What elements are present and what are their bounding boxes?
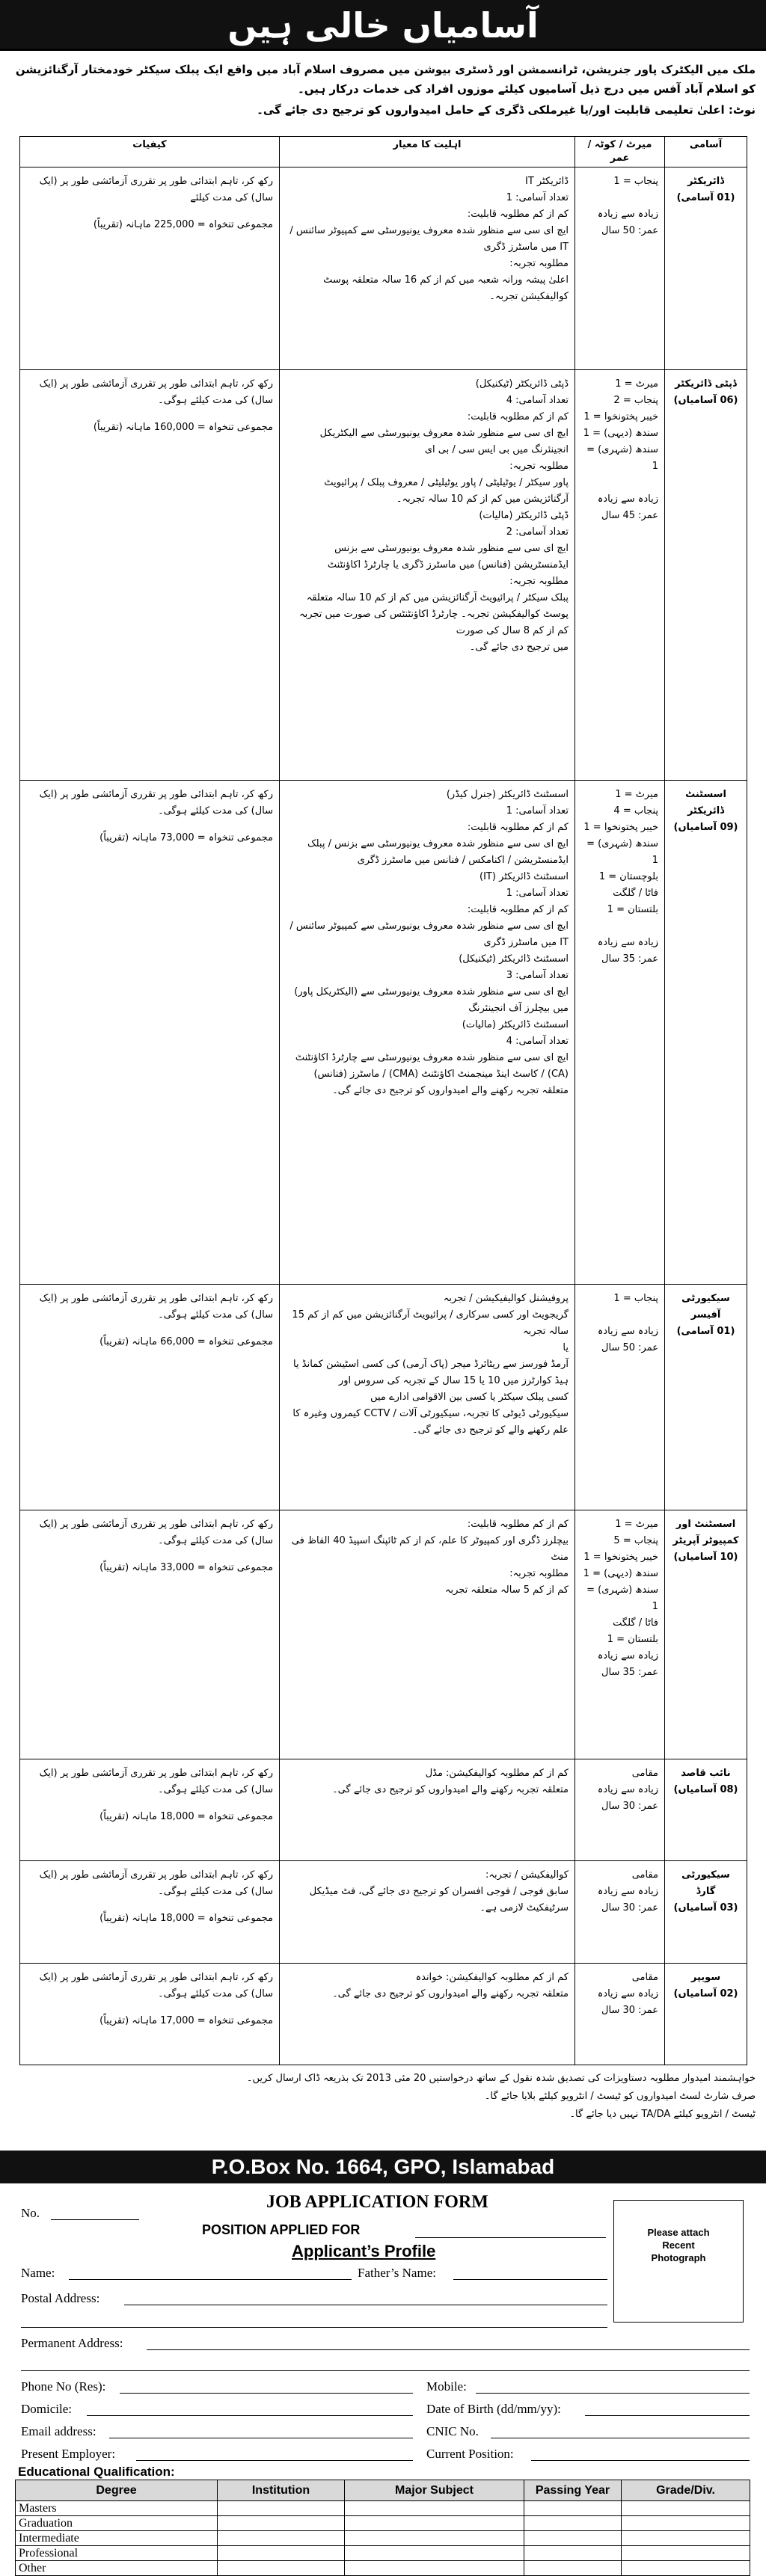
qualification-text: سرٹیفکیٹ لازمی ہے۔: [479, 1902, 569, 1914]
vacancy-row: [20, 167, 747, 370]
salary-text: مجموعی تنخواہ = 33,000 ماہانہ (تقریباً): [99, 1562, 273, 1574]
qualification-text: کم از کم مطلوبہ قابلیت:: [467, 411, 569, 423]
post-text: سویپر: [690, 1971, 721, 1983]
dob-label: Date of Birth (dd/mm/yy):: [426, 2402, 561, 2416]
qualification-text: یا: [563, 1342, 569, 1354]
qualification-text: پروفیشنل کوالیفیکیشن / تجربہ: [443, 1293, 569, 1305]
post-text: سیکیورٹی گارڈ: [681, 1869, 730, 1898]
profile-heading: Applicant’s Profile: [292, 2242, 436, 2260]
edu-input-cell[interactable]: [622, 2516, 750, 2531]
edu-input-cell[interactable]: [622, 2561, 750, 2576]
quota-text: مقامی: [631, 1971, 658, 1983]
vacancy-table-wrap: [19, 136, 747, 2065]
name-field[interactable]: [69, 2279, 352, 2280]
post-cell: [665, 167, 747, 370]
post-text: (01 آسامی): [676, 192, 735, 203]
qualification-text: کسی پبلک سیکٹر یا کسی بین الاقوامی ادارے میں: [370, 1392, 569, 1404]
edu-input-cell[interactable]: [524, 2501, 622, 2516]
vacancy-row: [20, 370, 747, 781]
qualification-text: کم از کم مطلوبہ قابلیت:: [467, 822, 569, 834]
vacancy-table: [19, 136, 747, 2065]
quota-text: پنجاب = 5: [613, 1535, 658, 1547]
edu-input-cell[interactable]: [622, 2531, 750, 2546]
footnote: ٹیسٹ / انٹرویو کیلئے TA/DA نہیں دیا جائے گا۔: [569, 2109, 756, 2120]
present-employer-field[interactable]: [136, 2460, 413, 2461]
post-text: اسسٹنٹ ڈائریکٹر: [685, 789, 726, 817]
qualification-text: تعداد آسامی: 4: [506, 1036, 569, 1048]
remarks-text: رکھ کر، تاہم ابتدائی طور پر تقرری آزمائشی طور پر (ایک سال) کی مدت کیلئے ہوگی۔: [39, 1869, 273, 1898]
qualification-text: کم از کم مطلوبہ قابلیت:: [467, 904, 569, 916]
fathers-name-label: Father’s Name:: [358, 2266, 436, 2280]
quota-text: زیادہ سے زیادہ عمر: 50 سال: [597, 1326, 658, 1354]
qualification-text: سابق فوجی / فوجی افسران کو ترجیح دی جائے گی، فٹ میڈیکل: [309, 1886, 569, 1898]
qualification-text: مطلوبہ تجربہ:: [509, 1568, 569, 1580]
edu-input-cell[interactable]: [345, 2531, 524, 2546]
remarks-text: رکھ کر، تاہم ابتدائی طور پر تقرری آزمائشی طور پر (ایک سال) کی مدت کیلئے ہوگی۔: [39, 789, 273, 817]
domicile-field[interactable]: [87, 2415, 413, 2416]
name-label: Name:: [21, 2266, 55, 2280]
qualification-text: اسسٹنٹ ڈائریکٹر (مالیات): [462, 1019, 569, 1031]
qualification-text: تعداد آسامی: 1: [506, 888, 569, 900]
edu-degree-cell: Masters: [16, 2501, 218, 2516]
qualification-cell: [280, 370, 575, 781]
qualification-text: بیچلرز ڈگری اور کمپیوٹر کا علم، کم از کم ٹائپنگ اسپیڈ 40 الفاظ فی منٹ: [291, 1535, 569, 1564]
position-label: POSITION APPLIED FOR: [202, 2222, 361, 2237]
remarks-cell: [20, 781, 280, 1285]
quota-cell: [575, 1285, 665, 1510]
edu-degree-cell: Graduation: [16, 2516, 218, 2531]
remarks-cell: [20, 1861, 280, 1963]
qualification-text: تعداد آسامی: 4: [506, 395, 569, 407]
quota-text: سندھ (شہری) = 1: [586, 444, 658, 473]
remarks-text: رکھ کر، تاہم ابتدائی طور پر تقرری آزمائشی طور پر (ایک سال) کی مدت کیلئے: [39, 176, 273, 203]
vacancy-row: [20, 1861, 747, 1963]
edu-input-cell[interactable]: [622, 2501, 750, 2516]
post-text: نائب قاصد: [681, 1768, 731, 1780]
qualification-text: گریجویٹ اور کسی سرکاری / پرائیویٹ آرگنائزیشن میں کم از کم 15 سالہ تجربہ: [292, 1309, 569, 1338]
remarks-cell: [20, 167, 280, 370]
intro-note: نوٹ: اعلیٰ تعلیمی قابلیت اور/یا غیرملکی ڈگری کے حامل امیدواروں کو ترجیح دی جائے گی۔: [257, 103, 756, 117]
quota-text: زیادہ سے زیادہ عمر: 30 سال: [597, 1886, 658, 1914]
edu-body: [16, 2501, 750, 2576]
quota-cell: [575, 167, 665, 370]
remarks-cell: [20, 1963, 280, 2065]
remarks-text: رکھ کر، تاہم ابتدائی طور پر تقرری آزمائشی طور پر (ایک سال) کی مدت کیلئے ہوگی۔: [39, 1971, 273, 1999]
application-form: [0, 2186, 766, 2521]
post-text: اسسٹنٹ اور کمپیوٹر آپریٹر: [672, 1519, 739, 1547]
vacancy-row: [20, 1759, 747, 1861]
quota-text: فاٹا / گلگت بلتستان = 1: [607, 1617, 658, 1646]
qualification-text: کم از کم مطلوبہ کوالیفکیشن: مڈل: [425, 1768, 569, 1780]
edu-input-cell[interactable]: [524, 2531, 622, 2546]
qualification-text: ایچ ای سی سے منظور شدہ معروف یونیورسٹی سے الیکٹریکل انجینئرنگ میں بی ایس سی / بی ای: [319, 428, 569, 456]
edu-row: [16, 2516, 750, 2531]
form-title: JOB APPLICATION FORM: [266, 2192, 488, 2212]
qualification-cell: [280, 1285, 575, 1510]
quota-text: میرٹ = 1: [615, 789, 658, 801]
qualification-text: تعداد آسامی: 1: [506, 192, 569, 203]
qualification-text: کوالیفکیشن / تجربہ:: [485, 1869, 569, 1881]
phone-label: Phone No (Res):: [21, 2379, 106, 2394]
quota-text: مقامی: [631, 1869, 658, 1881]
edu-input-cell[interactable]: [345, 2516, 524, 2531]
footnote: خواہشمند امیدوار مطلوبہ دستاویزات کی تصدیق شدہ نقول کے ساتھ درخواستیں 20 مئی 2013 تک بذریعہ ڈاک ارسال کریں۔: [246, 2073, 756, 2084]
quota-text: [581, 475, 658, 491]
position-field[interactable]: [415, 2237, 606, 2238]
no-field[interactable]: [51, 2219, 139, 2220]
vacancy-row: [20, 1510, 747, 1759]
mobile-label: Mobile:: [426, 2379, 467, 2394]
qualification-text: ایچ ای سی سے منظور شدہ معروف یونیورسٹی سے چارٹرڈ اکاؤنٹنٹ (CA) / کاسٹ اینڈ مینجمنٹ اکاؤنٹنٹ (CMA) / ماسٹرز (فنانس): [295, 1052, 569, 1080]
edu-input-cell[interactable]: [524, 2516, 622, 2531]
vacancy-body: [20, 167, 747, 2065]
email-label: Email address:: [21, 2424, 96, 2438]
edu-row: [16, 2546, 750, 2561]
vacancy-row: [20, 1285, 747, 1510]
qualification-text: ایچ ای سی سے منظور شدہ معروف یونیورسٹی سے (الیکٹریکل پاور) میں بیچلرز آف انجینئرنگ: [294, 986, 569, 1015]
qualification-text: پبلک سیکٹر / پرائیویٹ آرگنائزیشن میں کم از کم 10 سالہ متعلقہ پوسٹ کوالیفکیشن تجربہ۔ چارٹرڈ اکاؤنٹنٹس کی صورت میں تجربہ کم از کم 8 سال کی صورت: [298, 592, 569, 637]
qualification-text: اسسٹنٹ ڈائریکٹر (IT): [479, 871, 569, 883]
footnote: صرف شارٹ لسٹ امیدواروں کو ٹیسٹ / انٹرویو کیلئے بلایا جائے گا۔: [484, 2091, 756, 2102]
post-text: (09 آسامیاں): [673, 822, 738, 834]
vacancy-row: [20, 781, 747, 1285]
quota-text: پنجاب = 2: [613, 395, 658, 407]
qualification-text: کم از کم مطلوبہ قابلیت:: [467, 209, 569, 220]
qualification-text: کم از کم مطلوبہ قابلیت:: [467, 1519, 569, 1531]
edu-input-cell[interactable]: [524, 2546, 622, 2561]
edu-input-cell[interactable]: [218, 2561, 345, 2576]
post-cell: [665, 781, 747, 1285]
quota-text: میرٹ = 1: [615, 378, 658, 390]
salary-text: مجموعی تنخواہ = 225,000 ماہانہ (تقریباً): [93, 219, 273, 230]
present-employer-label: Present Employer:: [21, 2447, 116, 2461]
post-text: (06 آسامیاں): [673, 395, 738, 407]
edu-heading: Educational Qualification:: [18, 2465, 175, 2479]
qualification-cell: [280, 1861, 575, 1963]
remarks-cell: [20, 1510, 280, 1759]
no-label: No.: [21, 2206, 40, 2220]
salary-text: مجموعی تنخواہ = 18,000 ماہانہ (تقریباً): [99, 1913, 273, 1925]
edu-degree-cell: Intermediate: [16, 2531, 218, 2546]
current-position-field[interactable]: [531, 2460, 750, 2461]
qualification-text: ایچ ای سی سے منظور شدہ معروف یونیورسٹی سے بزنس / پبلک ایڈمنسٹریشن / اکنامکس / فنانس میں ماسٹرز ڈگری: [307, 838, 569, 867]
quota-cell: [575, 1861, 665, 1963]
edu-header-institution: Institution: [218, 2480, 345, 2501]
quota-text: خیبر پختونخوا = 1: [583, 1552, 658, 1564]
quota-text: پنجاب = 1: [613, 1293, 658, 1305]
permanent-address-field-2[interactable]: [21, 2370, 750, 2371]
post-text: ڈپٹی ڈائریکٹر: [675, 378, 737, 390]
qualification-text: ایچ ای سی سے منظور شدہ معروف یونیورسٹی سے بزنس ایڈمنسٹریشن (فنانس) میں ماسٹرز ڈگری یا چارٹرڈ اکاؤنٹنٹ: [327, 543, 569, 571]
edu-row: [16, 2501, 750, 2516]
qualification-text: ڈپٹی ڈائریکٹر (مالیات): [479, 510, 569, 522]
header-remarks: کیفیات: [20, 137, 280, 167]
quota-text: زیادہ سے زیادہ عمر: 45 سال: [597, 494, 658, 522]
qualification-text: مطلوبہ تجربہ:: [509, 461, 569, 473]
qualification-text: ڈائریکٹر IT: [525, 176, 569, 187]
photo-line-1: Please attach: [647, 2227, 710, 2238]
qualification-text: اسسٹنٹ ڈائریکٹر (جنرل کیڈر): [446, 789, 569, 801]
qualification-cell: [280, 1759, 575, 1861]
qualification-text: مطلوبہ تجربہ:: [509, 576, 569, 588]
qualification-text: تعداد آسامی: 2: [506, 526, 569, 538]
qualification-text: ڈپٹی ڈائریکٹر (ٹیکنیکل): [475, 378, 569, 390]
edu-header-row: [16, 2480, 750, 2501]
post-text: ڈائریکٹر: [687, 176, 725, 187]
quota-text: میرٹ = 1: [615, 1519, 658, 1531]
quota-text: زیادہ سے زیادہ عمر: 50 سال: [597, 209, 658, 236]
quota-text: سندھ (شہری) = 1: [586, 1584, 658, 1613]
edu-input-cell[interactable]: [345, 2561, 524, 2576]
quota-text: مقامی: [631, 1768, 658, 1780]
intro: [10, 60, 756, 121]
qualification-text: کم از کم 5 سالہ متعلقہ تجربہ: [444, 1584, 569, 1596]
edu-header-major: Major Subject: [345, 2480, 524, 2501]
qualification-text: ایچ ای سی سے منظور شدہ معروف یونیورسٹی سے کمپیوٹر سائنس / IT میں ماسٹرز ڈگری: [289, 920, 569, 949]
quota-text: سندھ (دیہی) = 1: [583, 428, 658, 440]
salary-text: مجموعی تنخواہ = 18,000 ماہانہ (تقریباً): [99, 1811, 273, 1823]
edu-input-cell[interactable]: [218, 2546, 345, 2561]
remarks-cell: [20, 1759, 280, 1861]
quota-text: خیبر پختونخوا = 1: [583, 411, 658, 423]
header-qualification: اہلیت کا معیار: [280, 137, 575, 167]
post-text: (01 آسامی): [676, 1326, 735, 1338]
vacancy-row: [20, 1963, 747, 2065]
post-text: (08 آسامیاں): [673, 1784, 738, 1796]
salary-text: مجموعی تنخواہ = 160,000 ماہانہ (تقریباً): [93, 422, 273, 434]
qualification-text: متعلقہ تجربہ رکھنے والے امیدواروں کو ترجیح دی جائے گی۔: [332, 1085, 569, 1097]
post-cell: [665, 1759, 747, 1861]
post-text: (10 آسامیاں): [673, 1552, 738, 1564]
qualification-cell: [280, 1963, 575, 2065]
quota-text: فاٹا / گلگت بلتستان = 1: [607, 888, 658, 916]
footnotes: [10, 2070, 756, 2124]
quota-cell: [575, 1759, 665, 1861]
remarks-text: رکھ کر، تاہم ابتدائی طور پر تقرری آزمائشی طور پر (ایک سال) کی مدت کیلئے ہوگی۔: [39, 1293, 273, 1321]
post-cell: [665, 370, 747, 781]
qualification-text: میں ترجیح دی جائے گی۔: [469, 642, 569, 654]
edu-input-cell[interactable]: [345, 2546, 524, 2561]
edu-row: [16, 2531, 750, 2546]
qualification-text: متعلقہ تجربہ رکھنے والے امیدواروں کو ترجیح دی جائے گی۔: [332, 1784, 569, 1796]
quota-cell: [575, 1510, 665, 1759]
post-cell: [665, 1963, 747, 2065]
permanent-address-field[interactable]: [147, 2349, 750, 2350]
photo-box[interactable]: [613, 2200, 744, 2323]
postal-address-field-2[interactable]: [21, 2327, 607, 2328]
quota-text: سندھ (شہری) = 1: [586, 838, 658, 867]
salary-text: مجموعی تنخواہ = 73,000 ماہانہ (تقریباً): [99, 832, 273, 844]
header-quota: میرٹ / کوٹہ / عمر: [575, 137, 665, 167]
quota-text: زیادہ سے زیادہ عمر: 35 سال: [597, 937, 658, 965]
salary-text: مجموعی تنخواہ = 66,000 ماہانہ (تقریباً): [99, 1336, 273, 1348]
intro-line-1: ملک میں الیکٹرک پاور جنریشن، ٹرانسمشن اور ڈسٹری بیوشن میں مصروف اسلام آباد میں واقع ایک پبلک سیکٹر خودمختار آرگنائزیشن کو اسلام آباد آفس میں درج ذیل آسامیوں کیلئے موزوں افراد کی خدمات درکار ہیں۔: [15, 63, 756, 96]
qualification-cell: [280, 167, 575, 370]
edu-input-cell[interactable]: [218, 2531, 345, 2546]
edu-degree-cell: Other: [16, 2561, 218, 2576]
education-table: [15, 2480, 750, 2576]
edu-degree-cell: Professional: [16, 2546, 218, 2561]
qualification-text: متعلقہ تجربہ رکھنے والے امیدواروں کو ترجیح دی جائے گی۔: [332, 1988, 569, 1999]
photo-line-2: Recent: [662, 2240, 695, 2251]
post-cell: [665, 1510, 747, 1759]
salary-text: مجموعی تنخواہ = 17,000 ماہانہ (تقریباً): [99, 2014, 273, 2026]
header-post: آسامی: [665, 137, 747, 167]
post-cell: [665, 1861, 747, 1963]
vacancy-header-row: [20, 137, 747, 167]
edu-input-cell[interactable]: [345, 2501, 524, 2516]
qualification-text: اعلیٰ پیشہ ورانہ شعبہ میں کم از کم 16 سالہ متعلقہ پوسٹ کوالیفکیشن تجربہ۔: [323, 274, 569, 302]
quota-text: [581, 190, 658, 206]
qualification-text: مطلوبہ تجربہ:: [509, 258, 569, 269]
qualification-text: تعداد آسامی: 1: [506, 805, 569, 817]
postal-address-label: Postal Address:: [21, 2291, 100, 2305]
remarks-cell: [20, 370, 280, 781]
remarks-text: رکھ کر، تاہم ابتدائی طور پر تقرری آزمائشی طور پر (ایک سال) کی مدت کیلئے ہوگی۔: [39, 1519, 273, 1547]
edu-row: [16, 2561, 750, 2576]
quota-text: خیبر پختونخوا = 1: [583, 822, 658, 834]
current-position-label: Current Position:: [426, 2447, 514, 2461]
quota-text: زیادہ سے زیادہ عمر: 35 سال: [597, 1650, 658, 1679]
qualification-text: آرمڈ فورسز سے ریٹائرڈ میجر (پاک آرمی) کی کسی اسٹیشن کمانڈ یا ہیڈ کوارٹرز میں 10 یا 15 سال کے تجربہ کی سروس اور: [293, 1359, 569, 1387]
quota-text: سندھ (دیہی) = 1: [583, 1568, 658, 1580]
edu-input-cell[interactable]: [622, 2546, 750, 2561]
post-cell: [665, 1285, 747, 1510]
post-text: (03 آسامیاں): [673, 1902, 738, 1914]
remarks-cell: [20, 1285, 280, 1510]
post-text: سیکیورٹی آفیسر: [681, 1293, 730, 1321]
photo-line-3: Photograph: [651, 2252, 706, 2263]
po-box-banner: P.O.Box No. 1664, GPO, Islamabad: [0, 2151, 766, 2183]
post-text: (02 آسامیاں): [673, 1988, 738, 1999]
quota-text: پنجاب = 1: [613, 176, 658, 187]
edu-header-grade: Grade/Div.: [622, 2480, 750, 2501]
remarks-text: رکھ کر، تاہم ابتدائی طور پر تقرری آزمائشی طور پر (ایک سال) کی مدت کیلئے ہوگی۔: [39, 1768, 273, 1796]
dob-field[interactable]: [585, 2415, 750, 2416]
quota-text: [581, 1307, 658, 1324]
qualification-text: کم از کم مطلوبہ کوالیفکیشن: خواندہ: [415, 1971, 569, 1983]
quota-cell: [575, 370, 665, 781]
domicile-label: Domicile:: [21, 2402, 72, 2416]
qualification-text: سیکیورٹی ڈیوٹی کا تجربہ، سیکیورٹی آلات / CCTV کیمروں وغیرہ کا علم رکھنے والے کو ترجیح دی جائے گی۔: [292, 1408, 569, 1436]
quota-text: بلوچستان = 1: [598, 871, 658, 883]
quota-cell: [575, 1963, 665, 2065]
qualification-text: پاور سیکٹر / یوٹیلیٹی / پاور یوٹیلیٹی / معروف پبلک / پرائیویٹ آرگنائزیشن میں کم از کم 10 سالہ تجربہ۔: [324, 477, 569, 505]
edu-input-cell[interactable]: [524, 2561, 622, 2576]
edu-input-cell[interactable]: [218, 2516, 345, 2531]
qualification-text: ایچ ای سی سے منظور شدہ معروف یونیورسٹی سے کمپیوٹر سائنس / IT میں ماسٹرز ڈگری: [289, 225, 569, 253]
edu-header-year: Passing Year: [524, 2480, 622, 2501]
permanent-address-label: Permanent Address:: [21, 2336, 123, 2350]
edu-header-degree: Degree: [16, 2480, 218, 2501]
edu-input-cell[interactable]: [218, 2501, 345, 2516]
quota-text: پنجاب = 4: [613, 805, 658, 817]
qualification-text: تعداد آسامی: 3: [506, 970, 569, 982]
remarks-text: رکھ کر، تاہم ابتدائی طور پر تقرری آزمائشی طور پر (ایک سال) کی مدت کیلئے ہوگی۔: [39, 378, 273, 407]
quota-text: زیادہ سے زیادہ عمر: 30 سال: [597, 1784, 658, 1813]
fathers-name-field[interactable]: [453, 2279, 607, 2280]
cnic-label: CNIC No.: [426, 2424, 479, 2438]
ad-title: آسامیاں خالی ہیں: [0, 0, 766, 51]
mobile-field[interactable]: [476, 2393, 750, 2394]
phone-field[interactable]: [120, 2393, 413, 2394]
quota-text: [581, 918, 658, 935]
quota-cell: [575, 781, 665, 1285]
qualification-cell: [280, 1510, 575, 1759]
qualification-cell: [280, 781, 575, 1285]
quota-text: زیادہ سے زیادہ عمر: 30 سال: [597, 1988, 658, 2016]
qualification-text: اسسٹنٹ ڈائریکٹر (ٹیکنیکل): [459, 953, 569, 965]
